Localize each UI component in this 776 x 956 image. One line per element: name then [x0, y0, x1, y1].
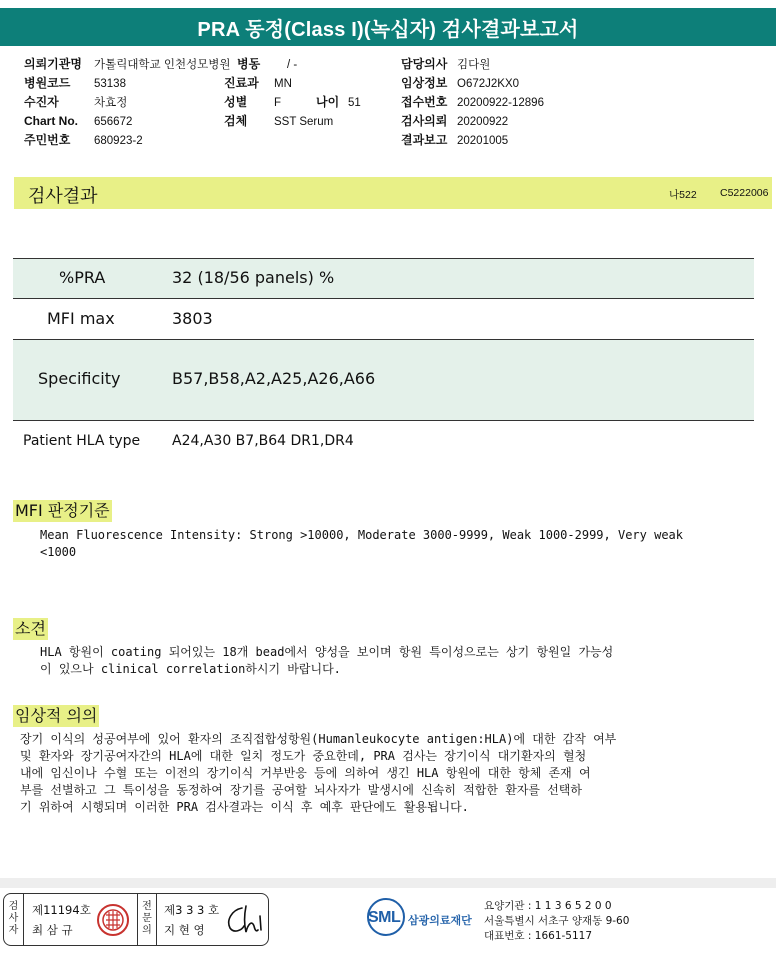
value-chart-no: 656672	[94, 116, 133, 128]
row-mfi-max	[13, 298, 754, 339]
footer-divider	[0, 878, 776, 888]
label-institution: 의뢰기관명	[24, 57, 82, 71]
results-table	[13, 258, 754, 460]
opinion-line-2: 이 있으나 clinical correlation하시기 바랍니다.	[40, 662, 341, 676]
company-phone: 대표번호 : 1661-5117	[484, 930, 593, 942]
value-sex: F	[274, 97, 282, 109]
value-specimen: SST Serum	[274, 116, 334, 128]
patient-info-col3	[401, 55, 544, 150]
value-clinical-info: O672J2KX0	[457, 78, 520, 90]
specialist-license: 제3 3 3 호	[164, 903, 220, 917]
results-code-2: C5222006	[720, 187, 769, 199]
clinical-line-4: 부를 선별하고 그 특이성을 동정하여 장기를 공여할 뇌사자가 발생시에 신속히 적합한 환자를 선택하	[20, 783, 582, 797]
value-resident-no: 680923-2	[94, 135, 143, 147]
row-pra	[13, 258, 754, 298]
label-patient: 수진자	[24, 95, 59, 109]
results-header	[14, 177, 772, 209]
row-patient-hla	[13, 420, 754, 460]
label-sex: 성별	[224, 95, 248, 109]
specialist-name: 지 현 영	[164, 923, 205, 937]
company-name: 삼광의료재단	[408, 914, 472, 927]
value-report-date: 20201005	[457, 135, 509, 147]
value-reception-no: 20200922-12896	[457, 97, 544, 109]
specialist-label-char: 문	[142, 913, 152, 924]
examiner-name: 최 삼 규	[32, 923, 73, 937]
specialist-label-char: 전	[142, 901, 152, 912]
row-specificity	[13, 339, 754, 420]
red-seal-icon	[96, 903, 130, 937]
label-ward: 병동	[237, 57, 261, 71]
mfi-max-value: 3803	[172, 309, 213, 328]
pra-label: %PRA	[59, 268, 106, 287]
examiner-label-char: 자	[8, 925, 19, 936]
value-patient: 차효정	[94, 97, 128, 109]
clinical-line-1: 장기 이식의 성공여부에 있어 환자의 조직접합성항원(Humanleukocyte antigen:HLA)에 대한 감작 여부	[20, 732, 617, 746]
label-specimen: 검체	[224, 114, 248, 128]
examiner-license: 제11194호	[32, 903, 91, 917]
label-report-date: 결과보고	[401, 133, 448, 147]
value-institution: 가톨릭대학교 인천성모병원	[94, 59, 231, 71]
value-doctor: 김다원	[457, 59, 491, 71]
patient-info-col2	[224, 55, 361, 131]
clinical-line-2: 및 환자와 장기공여자간의 HLA에 대한 일치 정도가 중요한데, PRA 검사는 장기이식 대기환자의 혈청	[20, 749, 587, 763]
results-code-1: 나522	[669, 189, 697, 201]
patient-hla-value: A24,A30 B7,B64 DR1,DR4	[172, 433, 354, 449]
mfi-criteria-line-1: Mean Fluorescence Intensity: Strong >10000, Moderate 3000-9999, Weak 1000-2999, Very weak	[40, 528, 683, 542]
sml-logo-text: SML	[368, 909, 401, 926]
examiner-label	[4, 894, 24, 945]
company-address	[484, 899, 629, 944]
report-title: PRA 동정(Class I)(녹십자) 검사결과보고서	[0, 8, 776, 46]
mfi-max-label: MFI max	[47, 309, 115, 328]
specialist-label	[137, 894, 157, 945]
handwritten-signature-icon	[222, 902, 264, 938]
label-department: 진료과	[224, 76, 259, 90]
mfi-criteria-heading: MFI 판정기준	[15, 501, 110, 520]
label-resident-no: 주민번호	[24, 133, 71, 147]
patient-hla-label: Patient HLA type	[23, 433, 141, 449]
specificity-label: Specificity	[38, 369, 121, 388]
label-clinical-info: 임상정보	[401, 76, 448, 90]
label-doctor: 담당의사	[401, 57, 448, 71]
examiner-label-char: 검	[8, 901, 19, 912]
clinical-line-3: 내에 임신이나 수혈 또는 이전의 장기이식 거부반응 등에 의하여 생긴 HLA 항원에 대한 항체 존재 여	[20, 766, 591, 780]
label-request-date: 검사의뢰	[401, 114, 448, 128]
value-age: 51	[348, 97, 361, 109]
institution-code: 요양기관 : 1 1 3 6 5 2 0 0	[484, 900, 612, 912]
label-chart-no: Chart No.	[24, 114, 78, 128]
results-title: 검사결과	[28, 186, 98, 207]
value-ward: / -	[287, 59, 298, 71]
examiner-label-char: 사	[8, 913, 19, 924]
sml-logo	[364, 898, 472, 942]
patient-info-col1	[24, 55, 231, 150]
clinical-line-5: 기 위하여 시행되며 이러한 PRA 검사결과는 이식 후 예후 판단에도 활용됩니다.	[20, 800, 469, 814]
value-department: MN	[274, 78, 292, 90]
clinical-heading: 임상적 의의	[15, 706, 98, 725]
label-reception-no: 접수번호	[401, 95, 448, 109]
opinion-heading: 소견	[15, 619, 46, 638]
value-hospital-code: 53138	[94, 78, 126, 90]
specialist-label-char: 의	[142, 925, 152, 936]
label-age: 나이	[316, 95, 340, 109]
pra-value: 32 (18/56 panels) %	[172, 268, 335, 287]
signature-box	[3, 893, 269, 946]
value-request-date: 20200922	[457, 116, 509, 128]
mfi-criteria-line-2: <1000	[40, 545, 77, 559]
label-hospital-code: 병원코드	[24, 76, 71, 90]
specificity-value: B57,B58,A2,A25,A26,A66	[172, 369, 376, 388]
opinion-line-1: HLA 항원이 coating 되어있는 18개 bead에서 양성을 보이며 항원 특이성으로는 상기 항원일 가능성	[40, 645, 614, 659]
company-street: 서울특별시 서초구 양재동 9-60	[484, 915, 630, 927]
